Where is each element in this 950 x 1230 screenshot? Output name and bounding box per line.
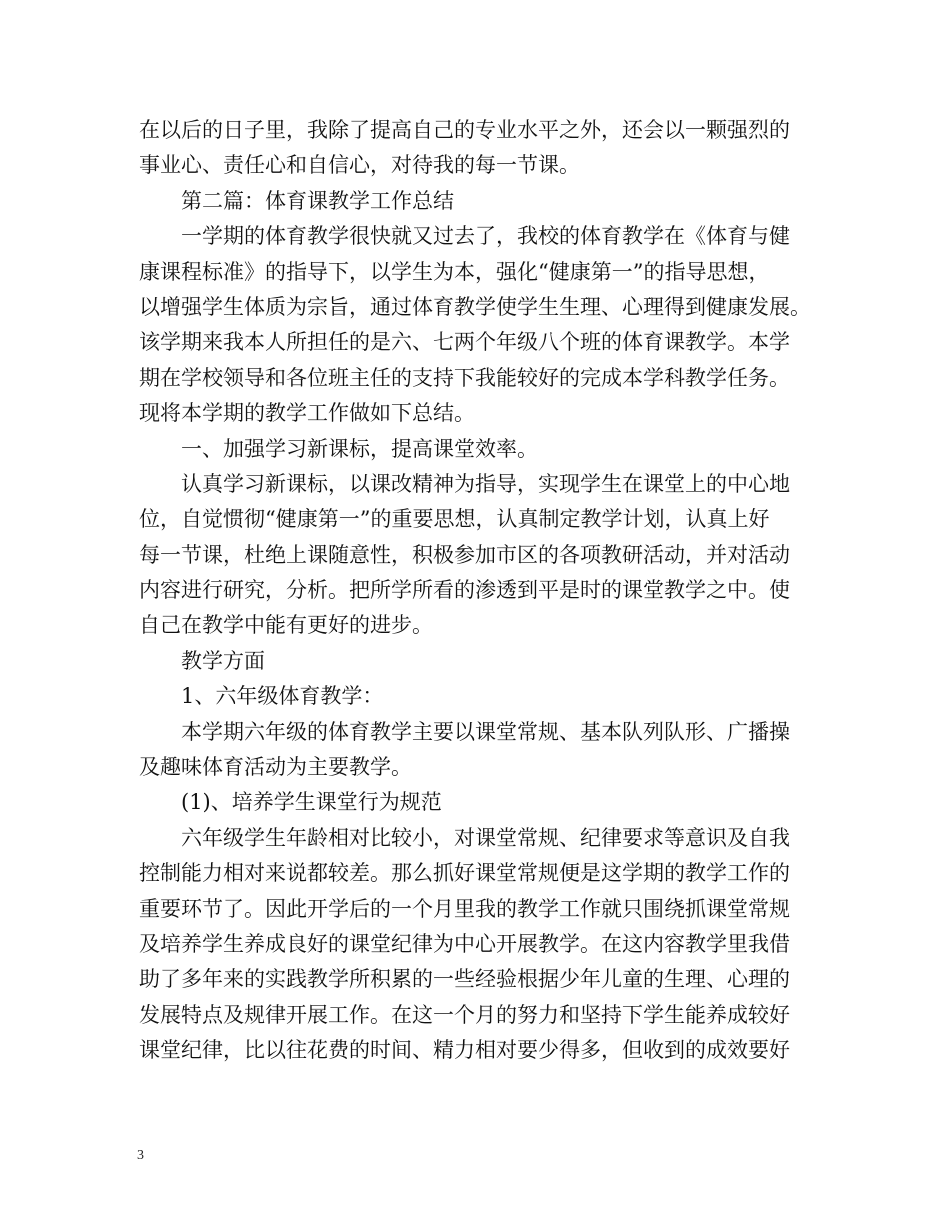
text-line: 本学期六年级的体育教学主要以课堂常规、基本队列队形、广播操 [181,719,790,744]
subheading: (1)、培养学生课堂行为规范 [181,790,442,815]
text-line: 每一节课，杜绝上课随意性，积极参加市区的各项教研活动，并对活动 [139,542,790,567]
text-line: 控制能力相对来说都较差。那么抓好课堂常规便是这学期的教学工作的 [139,861,790,886]
page-number: 3 [137,1148,144,1163]
text-line: 六年级学生年龄相对比较小，对课堂常规、纪律要求等意识及自我 [181,825,790,850]
text-line: 在以后的日子里，我除了提高自己的专业水平之外，还会以一颗强烈的 [139,118,790,142]
body-text [139,113,819,1069]
text-line: 课堂纪律，比以往花费的时间、精力相对要少得多，但收到的成效要好 [139,1038,790,1063]
text-line: 现将本学期的教学工作做如下总结。 [139,401,475,426]
text-line: 助了多年来的实践教学所积累的一些经验根据少年儿童的生理、心理的 [139,967,790,992]
text-line: 自己在教学中能有更好的进步。 [139,613,433,638]
text-line: 一学期的体育教学很快就又过去了，我校的体育教学在《体育与健 [181,224,790,249]
text-line: 该学期来我本人所担任的是六、七两个年级八个班的体育课教学。本学 [139,330,790,355]
section-heading: 第二篇：体育课教学工作总结 [181,188,454,213]
text-line: 事业心、责任心和自信心，对待我的每一节课。 [139,153,580,178]
text-line: 以增强学生体质为宗旨，通过体育教学使学生生理、心理得到健康发展。 [139,294,811,319]
text-line: 位，自觉惯彻“健康第一”的重要思想，认真制定教学计划，认真上好 [139,507,770,532]
text-line: 期在学校领导和各位班主任的支持下我能较好的完成本学科教学任务。 [139,365,790,390]
text-line: 认真学习新课标，以课改精神为指导，实现学生在课堂上的中心地 [181,471,790,496]
subheading: 1、六年级体育教学： [181,684,384,709]
subheading: 一、加强学习新课标，提高课堂效率。 [181,436,538,461]
text-line: 及趣味体育活动为主要教学。 [139,755,412,780]
text-line: 及培养学生养成良好的课堂纪律为中心开展教学。在这内容教学里我借 [139,931,790,956]
text-line: 重要环节了。因此开学后的一个月里我的教学工作就只围绕抓课堂常规 [139,896,790,921]
text-line: 康课程标准》的指导下，以学生为本，强化“健康第一”的指导思想， [139,259,770,284]
subheading: 教学方面 [181,648,265,673]
text-line: 发展特点及规律开展工作。在这一个月的努力和坚持下学生能养成较好 [139,1002,790,1027]
text-line: 内容进行研究，分析。把所学所看的渗透到平是时的课堂教学之中。使 [139,578,790,603]
